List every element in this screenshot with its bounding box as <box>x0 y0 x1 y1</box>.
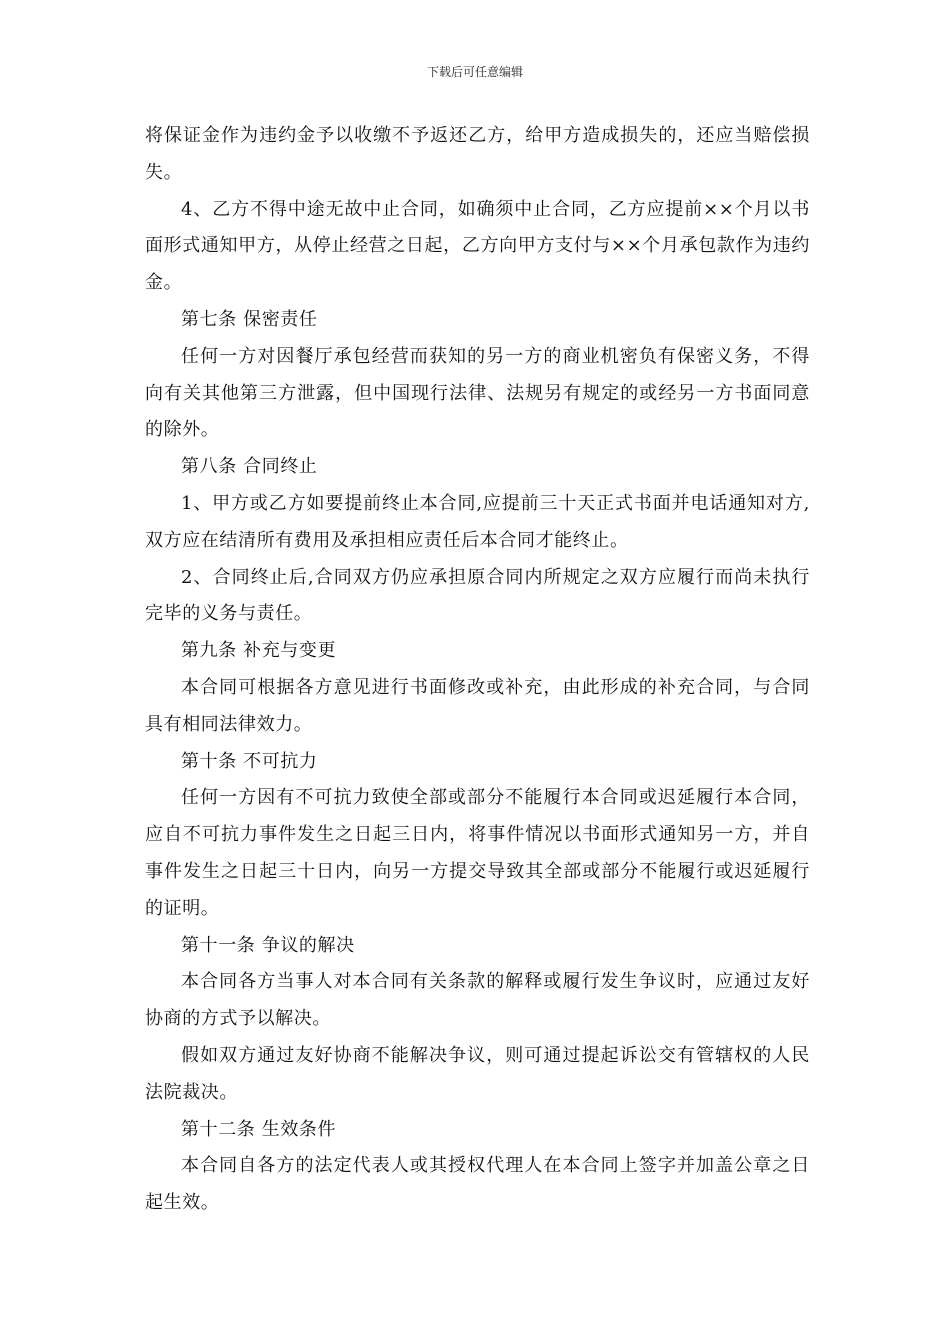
article-8-heading: 第八条 合同终止 <box>181 456 318 478</box>
paragraph-termination-notice: 1、甲方或乙方如要提前终止本合同,应提前三十天正式书面并电话通知对方,双方应在结清所有费用及承担相应责任后本合同才能终止。 <box>145 492 810 551</box>
article-10-heading: 第十条 不可抗力 <box>181 750 318 772</box>
paragraph-confidentiality: 任何一方对因餐厅承包经营而获知的另一方的商业机密负有保密义务，不得向有关其他第三方泄露，但中国现行法律、法规另有规定的或经另一方书面同意的除外。 <box>145 345 810 441</box>
article-9-heading: 第九条 补充与变更 <box>181 640 337 662</box>
paragraph-amendments: 本合同可根据各方意见进行书面修改或补充，由此形成的补充合同，与合同具有相同法律效力。 <box>145 676 810 735</box>
paragraph-force-majeure: 任何一方因有不可抗力致使全部或部分不能履行本合同或迟延履行本合同，应自不可抗力事件发生之日起三日内，将事件情况以书面形式通知另一方，并自事件发生之日起三十日内，向另一方提交导致其全部或部分不能履行或迟延履行的证明。 <box>145 787 810 919</box>
article-12-heading: 第十二条 生效条件 <box>181 1118 337 1140</box>
document-body <box>145 118 810 1222</box>
paragraph-effectiveness: 本合同自各方的法定代表人或其授权代理人在本合同上签字并加盖公章之日起生效。 <box>145 1155 810 1214</box>
paragraph-dispute-negotiation: 本合同各方当事人对本合同有关条款的解释或履行发生争议时，应通过友好协商的方式予以解决。 <box>145 971 810 1030</box>
page-header: 下载后可任意编辑 <box>426 65 523 79</box>
article-7-heading: 第七条 保密责任 <box>181 308 318 330</box>
paragraph-post-termination-obligations: 2、合同终止后,合同双方仍应承担原合同内所规定之双方应履行而尚未执行完毕的义务与责任。 <box>145 566 810 625</box>
paragraph-dispute-litigation: 假如双方通过友好协商不能解决争议，则可通过提起诉讼交有管辖权的人民法院裁决。 <box>145 1044 810 1103</box>
paragraph-early-termination-penalty: 4、乙方不得中途无故中止合同，如确须中止合同，乙方应提前××个月以书面形式通知甲方，从停止经营之日起，乙方向甲方支付与××个月承包款作为违约金。 <box>145 198 810 294</box>
article-11-heading: 第十一条 争议的解决 <box>181 934 355 956</box>
paragraph-penalty-continued: 将保证金作为违约金予以收缴不予返还乙方，给甲方造成损失的，还应当赔偿损失。 <box>145 125 810 183</box>
